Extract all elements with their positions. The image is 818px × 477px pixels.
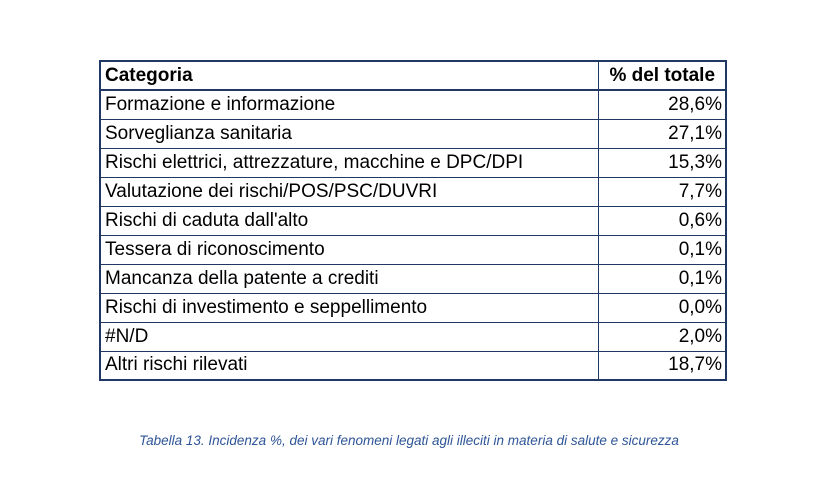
row-category: Tessera di riconoscimento: [100, 235, 598, 264]
row-percent: 0,1%: [598, 235, 726, 264]
row-category: Rischi di investimento e seppellimento: [100, 293, 598, 322]
table-row: [100, 119, 726, 148]
row-percent: 0,0%: [598, 293, 726, 322]
row-percent: 2,0%: [598, 322, 726, 351]
table-row: [100, 235, 726, 264]
row-percent: 15,3%: [598, 148, 726, 177]
row-category: Sorveglianza sanitaria: [100, 119, 598, 148]
row-category: Formazione e informazione: [100, 90, 598, 119]
row-percent: 0,6%: [598, 206, 726, 235]
row-category: Rischi elettrici, attrezzature, macchine e DPC/DPI: [100, 148, 598, 177]
table-row: [100, 177, 726, 206]
row-percent: 0,1%: [598, 264, 726, 293]
row-percent: 27,1%: [598, 119, 726, 148]
row-category: #N/D: [100, 322, 598, 351]
table-row: [100, 293, 726, 322]
row-percent: 18,7%: [598, 351, 726, 380]
table-row: [100, 148, 726, 177]
row-category: Mancanza della patente a crediti: [100, 264, 598, 293]
table-header-row: [100, 61, 726, 90]
table-row: [100, 351, 726, 380]
table-row: [100, 322, 726, 351]
incidence-table: [99, 60, 727, 381]
table-caption: Tabella 13. Incidenza %, dei vari fenomeni legati agli illeciti in materia di salute e sicurezza: [139, 433, 679, 448]
table-row: [100, 90, 726, 119]
header-percent: % del totale: [598, 61, 726, 90]
row-percent: 7,7%: [598, 177, 726, 206]
row-category: Altri rischi rilevati: [100, 351, 598, 380]
table-row: [100, 264, 726, 293]
row-category: Rischi di caduta dall'alto: [100, 206, 598, 235]
table-row: [100, 206, 726, 235]
header-category: Categoria: [100, 61, 598, 90]
row-category: Valutazione dei rischi/POS/PSC/DUVRI: [100, 177, 598, 206]
row-percent: 28,6%: [598, 90, 726, 119]
